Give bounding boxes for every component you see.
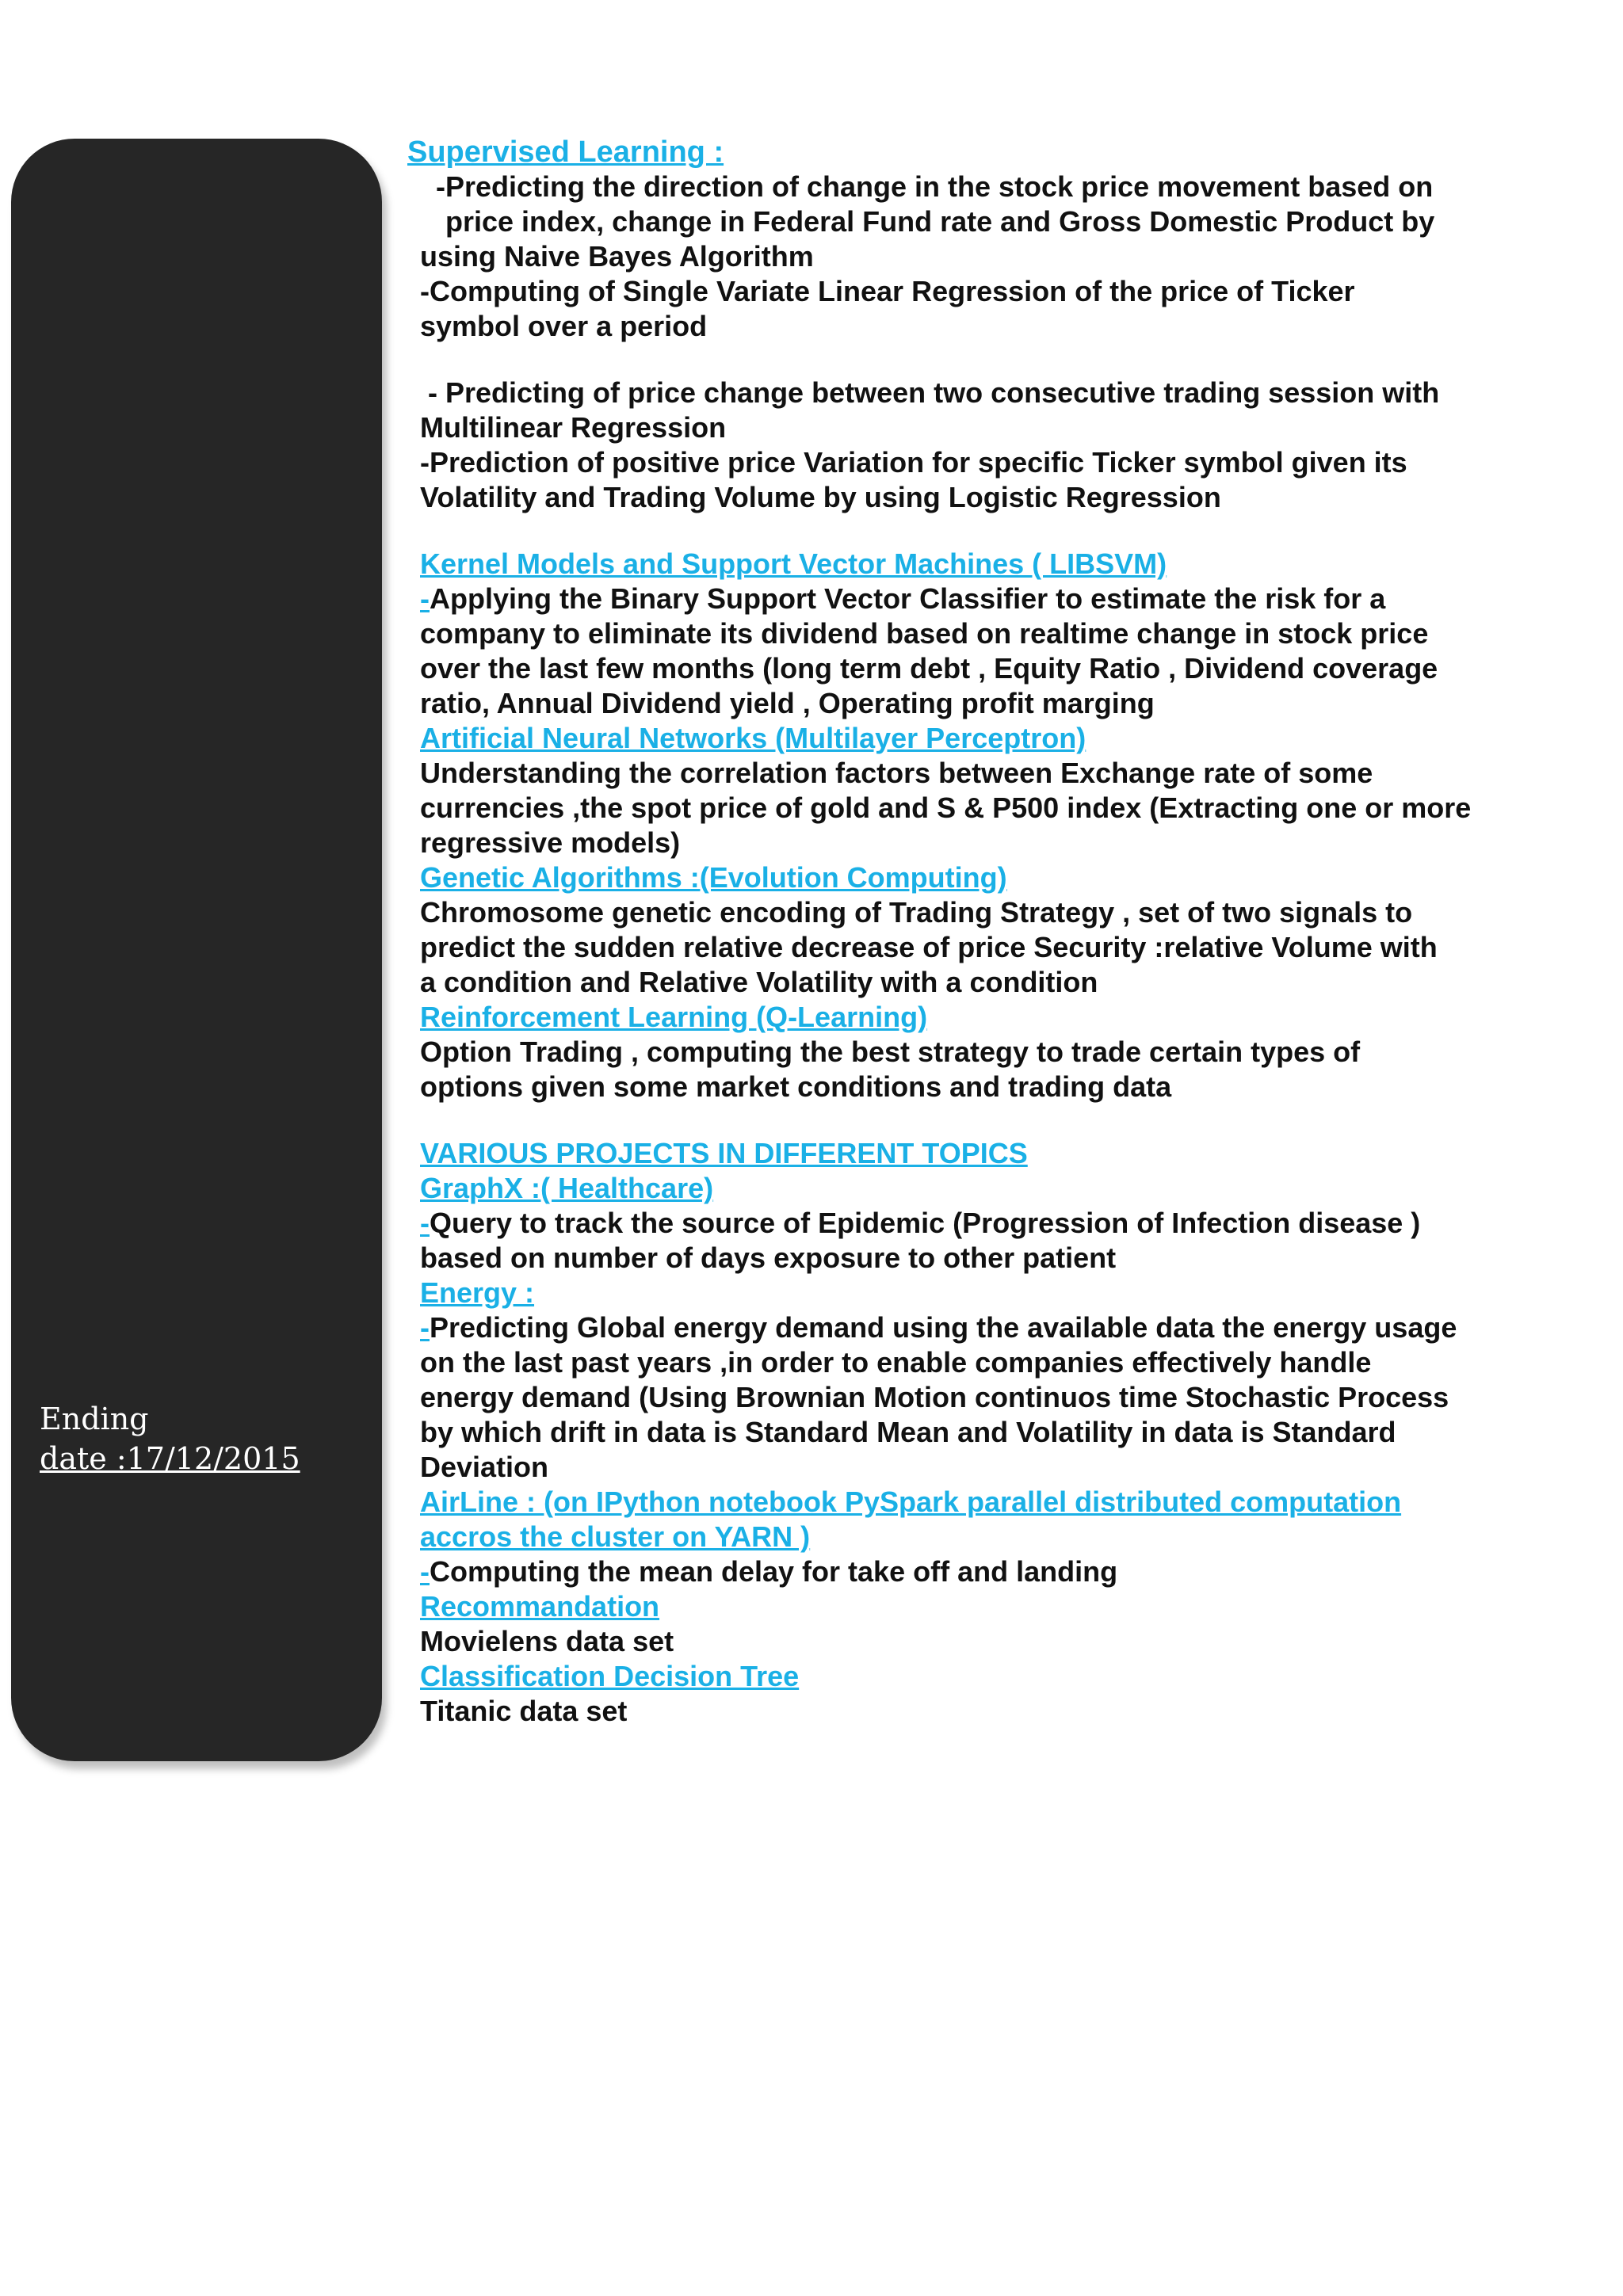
paragraph-line: Volatility and Trading Volume by using Logistic Regression: [420, 481, 1221, 513]
section-heading-kernel-models: Kernel Models and Support Vector Machines ( LIBSVM): [420, 547, 1167, 580]
paragraph-line: Titanic data set: [420, 1695, 628, 1727]
paragraph-line: [420, 204, 1545, 239]
paragraph-line: predict the sudden relative decrease of price Security :relative Volume with: [420, 931, 1438, 963]
section-heading-recommendation: Recommandation: [420, 1590, 660, 1623]
paragraph-line: currencies ,the spot price of gold and S & P500 index (Extracting one or more: [420, 791, 1472, 824]
paragraph-line: Option Trading , computing the best strategy to trade certain types of: [420, 1035, 1361, 1068]
paragraph-line: [420, 1310, 1545, 1345]
paragraph-line: [420, 582, 1545, 616]
paragraph-line: based on number of days exposure to other patient: [420, 1241, 1117, 1274]
paragraph-line: options given some market conditions and trading data: [420, 1070, 1172, 1103]
paragraph-line-text: Computing the mean delay for take off and landing: [430, 1555, 1118, 1588]
paragraph-line-text: price index, change in Federal Fund rate and Gross Domestic Product by: [445, 205, 1435, 238]
paragraph-line: -Prediction of positive price Variation for specific Ticker symbol given its: [420, 446, 1407, 479]
paragraph-line: company to eliminate its dividend based on realtime change in stock price: [420, 617, 1429, 650]
spacer: [420, 1104, 1545, 1136]
section-heading-neural-networks: Artificial Neural Networks (Multilayer Perceptron): [420, 722, 1086, 754]
paragraph-line: Multilinear Regression: [420, 411, 727, 444]
paragraph-line: [420, 1554, 1545, 1589]
bullet-dash: -: [420, 1555, 430, 1588]
paragraph-line: Movielens data set: [420, 1625, 674, 1657]
paragraph-line: Deviation: [420, 1451, 549, 1483]
bullet-dash: -: [420, 1207, 430, 1239]
paragraph-line: -Predicting the direction of change in the stock price movement based on: [436, 170, 1434, 203]
paragraph-line: [420, 1206, 1545, 1241]
paragraph-line: Understanding the correlation factors between Exchange rate of some: [420, 757, 1373, 789]
paragraph-line: Chromosome genetic encoding of Trading Strategy , set of two signals to: [420, 896, 1413, 929]
section-heading-classification: Classification Decision Tree: [420, 1660, 800, 1692]
paragraph-line-text: Predicting Global energy demand using the available data the energy usage: [430, 1311, 1457, 1344]
section-heading-genetic-algorithms: Genetic Algorithms :(Evolution Computing): [420, 861, 1007, 894]
paragraph-line: using Naive Bayes Algorithm: [420, 240, 814, 273]
section-heading-energy: Energy :: [420, 1276, 535, 1309]
paragraph-line-text: Applying the Binary Support Vector Classifier to estimate the risk for a: [430, 582, 1386, 615]
section-heading-various-projects: VARIOUS PROJECTS IN DIFFERENT TOPICS: [420, 1137, 1028, 1169]
paragraph-line: over the last few months (long term debt , Equity Ratio , Dividend coverage: [420, 652, 1438, 685]
sidebar-panel: [11, 139, 382, 1761]
paragraph-line: a condition and Relative Volatility with a condition: [420, 966, 1098, 998]
section-heading-reinforcement-learning: Reinforcement Learning (Q-Learning): [420, 1001, 928, 1033]
ending-date: [40, 1399, 300, 1478]
spacer: [420, 344, 1545, 376]
section-heading-airline-cont: accros the cluster on YARN ): [420, 1520, 811, 1553]
paragraph-line: -Computing of Single Variate Linear Regression of the price of Ticker: [420, 275, 1355, 307]
paragraph-line-text: Query to track the source of Epidemic (Progression of Infection disease ): [430, 1207, 1421, 1239]
ending-date-value: date :17/12/2015: [40, 1441, 300, 1476]
paragraph-line: on the last past years ,in order to enable companies effectively handle: [420, 1346, 1372, 1379]
section-heading-graphx: GraphX :( Healthcare): [420, 1172, 714, 1204]
paragraph-line: symbol over a period: [420, 310, 708, 342]
paragraph-line: ratio, Annual Dividend yield , Operating profit marging: [420, 687, 1155, 719]
paragraph-line: - Predicting of price change between two consecutive trading session with: [428, 376, 1440, 409]
paragraph-line: regressive models): [420, 826, 681, 859]
bullet-dash: -: [420, 582, 430, 615]
section-heading-airline: AirLine : (on IPython notebook PySpark parallel distributed computation: [420, 1486, 1402, 1518]
paragraph-line: by which drift in data is Standard Mean and Volatility in data is Standard: [420, 1416, 1396, 1448]
bullet-dash: -: [420, 1311, 430, 1344]
paragraph-line: energy demand (Using Brownian Motion continuos time Stochastic Process: [420, 1381, 1449, 1413]
section-heading-supervised-learning: Supervised Learning :: [407, 135, 724, 169]
main-content: [407, 135, 1545, 1729]
spacer: [420, 515, 1545, 547]
ending-label: Ending: [40, 1402, 149, 1436]
